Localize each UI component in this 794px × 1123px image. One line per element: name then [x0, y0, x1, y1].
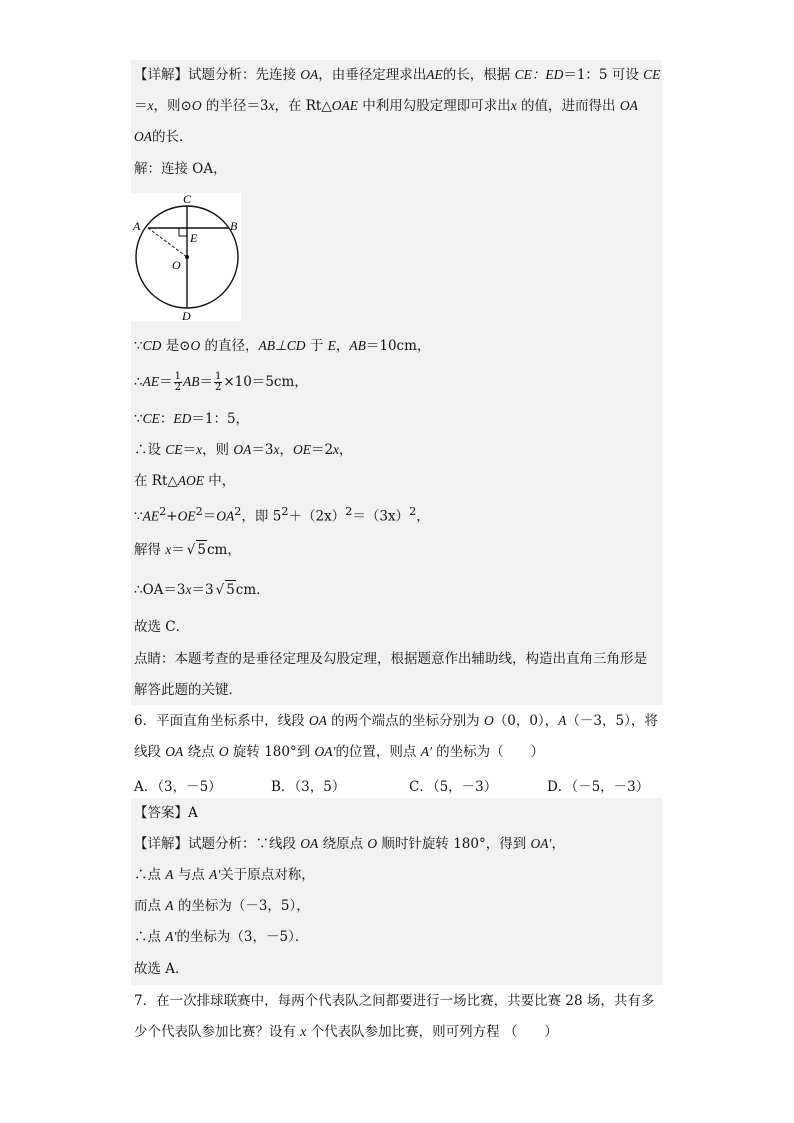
- solution6-detail: 【详解】试题分析：∵线段 OA 绕原点 O 顺时针旋转 180°，得到 OA'，: [134, 836, 565, 852]
- circle-diagram: [131, 193, 241, 321]
- comment-line2: 解答此题的关键．: [134, 682, 242, 698]
- step-pythagoras: $\because AE^2+OE^2=OA^2$，即 $5^2+(2x)^2=(3x)^2$，: [134, 505, 430, 525]
- step-let: ∴设 CE＝x，则 OA＝3x，OE＝2x，: [134, 442, 353, 458]
- label-b: B: [230, 219, 238, 233]
- step-diameter: ∵CD 是⊙O 的直径，AB⊥CD 于 E，AB＝10cm，: [134, 338, 431, 354]
- step-solve-x: 解得 x＝ √ 5cm，: [134, 542, 241, 558]
- option-d: D．（－5，－3）: [547, 779, 650, 795]
- solution5-analysis-line1: 【详解】试题分析：先连接 OA，由垂径定理求出AE的长，根据 CE：ED＝1：5 可设 CE: [134, 67, 661, 83]
- comment-line1: 点睛：本题考查的是垂径定理及勾股定理，根据题意作出辅助线，构造出直角三角形是: [134, 651, 647, 667]
- sqrt-symbol-2: √: [215, 582, 225, 598]
- solution6-shade: [131, 798, 662, 985]
- solution5-connect-step: 解：连接 OA，: [134, 161, 227, 177]
- solution5-choose: 故选 C．: [134, 619, 190, 635]
- solution6-coord-a: 而点 A 的坐标为（－3，5），: [134, 898, 310, 914]
- question6-line2: 线段 OA 绕点 O 旋转 180°到 OA'的位置，则点 A' 的坐标为（ ）: [134, 744, 545, 760]
- question7-line1: 7．在一次排球联赛中，每两个代表队之间都要进行一场比赛，共要比赛 28 场，共有多: [134, 993, 655, 1009]
- label-c: C: [183, 193, 192, 206]
- step-ratio: ∵CE：ED＝1：5，: [134, 411, 250, 427]
- fraction-half: $\frac{1}{2}$: [174, 371, 181, 393]
- option-c: C．（5，－3）: [409, 779, 498, 795]
- step-ae: ∴AE＝ $\frac{1}{2}$ AB＝ $\frac{1}{2}$ ×10＝5cm，: [134, 371, 308, 393]
- solution6-choose: 故选 A．: [134, 961, 189, 977]
- label-e: E: [190, 231, 198, 245]
- solution6-answer: 【答案】A: [134, 805, 198, 821]
- question6-line1: 6．平面直角坐标系中，线段 OA 的两个端点的坐标分别为 O（0，0），A（－3，5），将: [134, 713, 658, 729]
- solution5-analysis-line2: ＝x，则⊙O 的半径＝3x，在 Rt△OAE 中利用勾股定理即可求出x 的值，进而得出 OA: [134, 98, 638, 114]
- circle-figure: [131, 193, 241, 321]
- center-point: [185, 255, 189, 259]
- label-o: O: [172, 258, 181, 272]
- sqrt-symbol: √: [186, 542, 196, 558]
- option-a: A．（3，－5）: [134, 779, 222, 795]
- solution6-symmetry: ∴点 A 与点 A'关于原点对称，: [134, 867, 315, 883]
- label-a: A: [133, 219, 141, 233]
- step-oa-result: ∴OA＝3x＝3 √ 5cm．: [134, 582, 270, 598]
- fraction-half-2: $\frac{1}{2}$: [214, 371, 222, 393]
- label-d: D: [182, 309, 191, 321]
- option-b: B．（3，5）: [271, 779, 346, 795]
- solution6-result: ∴点 A'的坐标为（3，－5）．: [134, 929, 309, 945]
- solution5-analysis-line3: OA的长．: [134, 129, 193, 145]
- step-in-triangle: 在 Rt△AOE 中，: [134, 473, 236, 489]
- question7-line2: 少个代表队参加比赛？设有 x 个代表队参加比赛，则可列方程 （ ）: [134, 1024, 558, 1040]
